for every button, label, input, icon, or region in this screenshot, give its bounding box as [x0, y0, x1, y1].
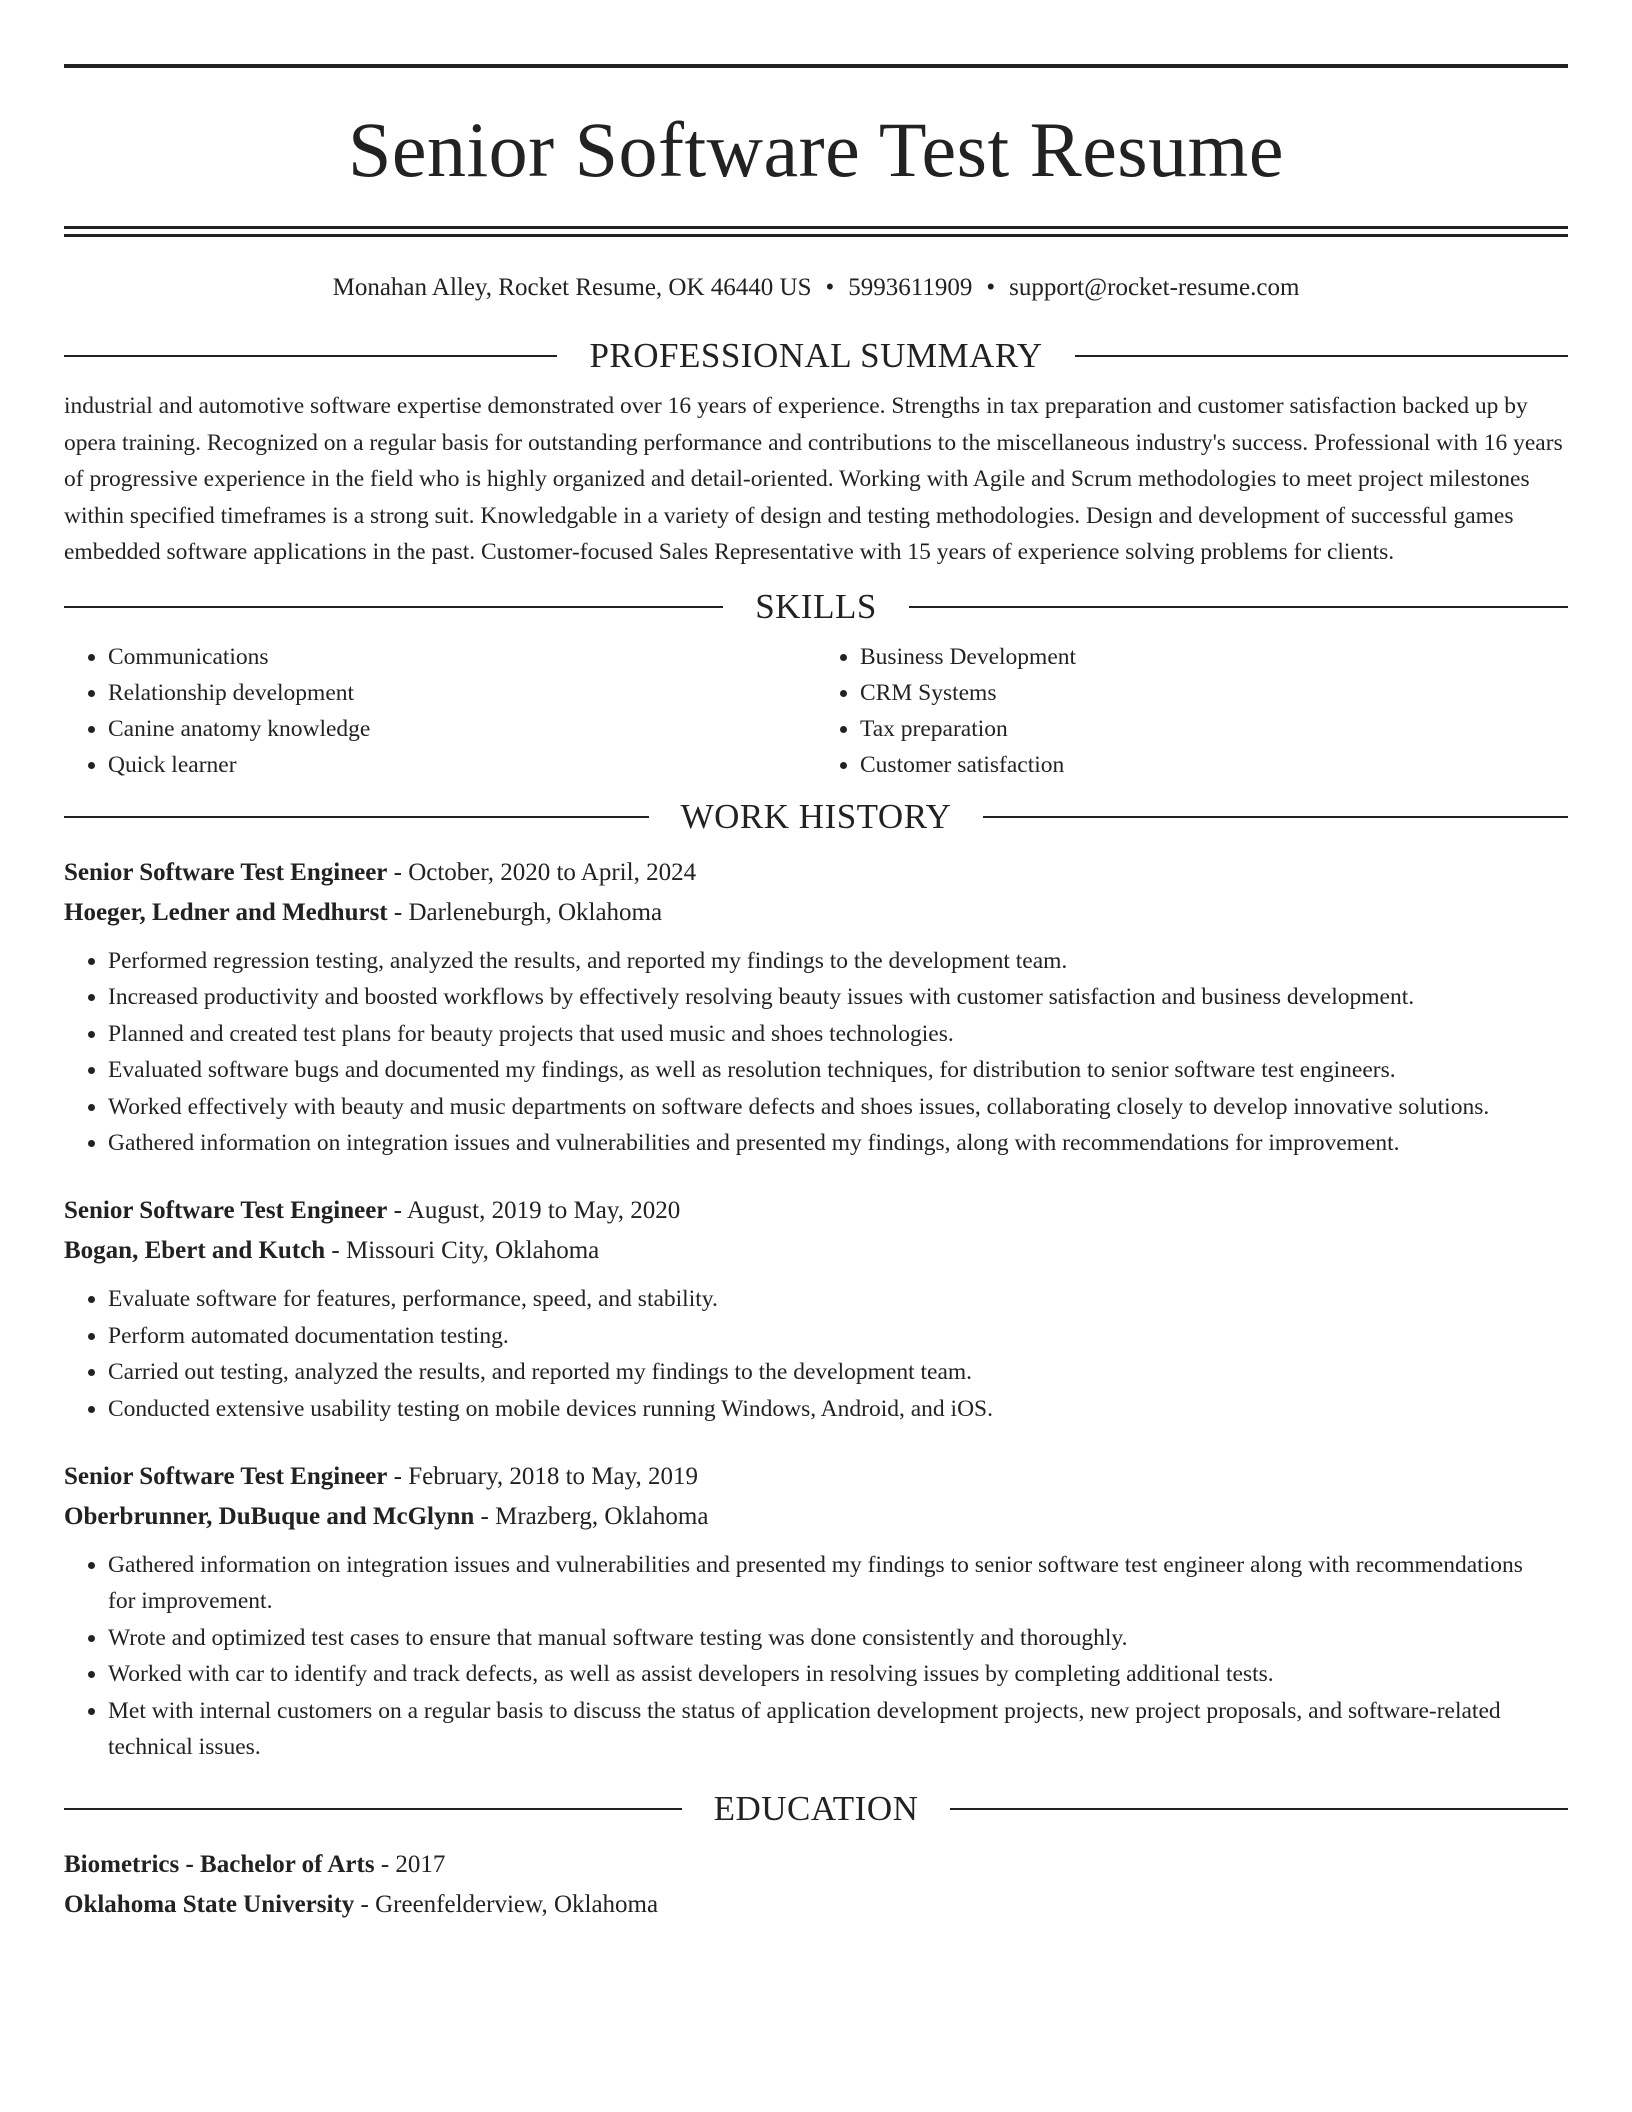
job-bullets [64, 1281, 1568, 1427]
heading-rule-right [1075, 355, 1568, 357]
heading-rule-right [950, 1808, 1568, 1810]
skills-column-left [64, 639, 816, 783]
education-heading [64, 1787, 1568, 1831]
heading-rule-right [983, 816, 1568, 818]
education-entry [64, 1845, 1568, 1925]
education-location: - Greenfelderview, Oklahoma [354, 1891, 659, 1919]
education-degree: Biometrics - Bachelor of Arts [64, 1851, 375, 1879]
contact-address: Monahan Alley, Rocket Resume, OK 46440 US [332, 274, 812, 301]
job-entry [64, 1191, 1568, 1427]
job-company-line [64, 1497, 1568, 1537]
job-bullets [64, 943, 1568, 1161]
job-dates: - October, 2020 to April, 2024 [387, 858, 697, 886]
title-double-rule [64, 226, 1568, 237]
work-heading [64, 795, 1568, 839]
job-bullet: • Gathered information on integration issues and vulnerabilities and presented my findings, along with recommendations for improvement. [108, 1125, 1568, 1161]
skill-item: • Canine anatomy knowledge [108, 711, 816, 747]
contact-phone: 5993611909 [848, 274, 973, 301]
job-location: - Mrazberg, Oklahoma [474, 1503, 709, 1531]
contact-email: support@rocket-resume.com [1009, 274, 1300, 301]
education-heading-label: EDUCATION [713, 1789, 919, 1829]
skill-item: • Communications [108, 639, 816, 675]
job-bullet: • Carried out testing, analyzed the results, and reported my findings to the development team. [108, 1354, 1568, 1390]
job-title: Senior Software Test Engineer [64, 1197, 388, 1225]
skill-item: • Tax preparation [860, 711, 1568, 747]
job-title: Senior Software Test Engineer [64, 858, 388, 886]
job-location: - Missouri City, Oklahoma [325, 1237, 600, 1265]
job-bullet: • Met with internal customers on a regular basis to discuss the status of application development projects, new project proposals, and software-related technical issues. [108, 1693, 1568, 1766]
education-school-line [64, 1885, 1568, 1925]
skill-item: • Relationship development [108, 675, 816, 711]
job-dates: - August, 2019 to May, 2020 [387, 1197, 681, 1225]
skill-item: • Customer satisfaction [860, 747, 1568, 783]
job-title-line [64, 1191, 1568, 1231]
job-title-line [64, 1457, 1568, 1497]
job-company-line [64, 1231, 1568, 1271]
job-company-line [64, 893, 1568, 933]
job-bullet: • Worked effectively with beauty and music departments on software defects and shoes issues, collaborating closely to develop innovative solutions. [108, 1089, 1568, 1125]
contact-separator: • [825, 274, 835, 301]
top-rule [64, 64, 1568, 68]
summary-text: industrial and automotive software expertise demonstrated over 16 years of experience. Strengths in tax preparation and customer satisfaction backed up by opera training. Recognized on a regular basis for outstanding performance and contributions to the miscellaneous industry's success. Professional with 16 years of progressive experience in the field who is highly organized and detail-oriented. Working with Agile and Scrum methodologies to meet project milestones within specified timeframes is a strong suit. Knowledgable in a variety of design and testing methodologies. Design and development of successful games embedded software applications in the past. Customer-focused Sales Representative with 15 years of experience solving problems for clients. [64, 393, 1563, 566]
skills-heading [64, 585, 1568, 629]
job-title-line [64, 853, 1568, 893]
job-bullet: • Evaluate software for features, performance, speed, and stability. [108, 1281, 1568, 1317]
summary-heading-label: PROFESSIONAL SUMMARY [589, 336, 1043, 375]
job-bullet: • Planned and created test plans for beauty projects that used music and shoes technologies. [108, 1016, 1568, 1052]
education-year: - 2017 [374, 1851, 446, 1879]
heading-rule-left [64, 816, 649, 818]
heading-rule-left [64, 1808, 682, 1810]
resume-title: Senior Software Test Resume [348, 106, 1284, 193]
job-bullet: • Gathered information on integration issues and vulnerabilities and presented my findings to senior software test engineer along with recommendations for improvement. [108, 1547, 1568, 1620]
job-dates: - February, 2018 to May, 2019 [387, 1463, 698, 1491]
job-bullet: • Worked with car to identify and track defects, as well as assist developers in resolving issues by completing additional tests. [108, 1656, 1568, 1692]
job-bullet: • Perform automated documentation testing. [108, 1318, 1568, 1354]
education-school: Oklahoma State University [64, 1891, 355, 1919]
skill-item: • Quick learner [108, 747, 816, 783]
job-company: Hoeger, Ledner and Medhurst [64, 898, 388, 926]
skill-item: • CRM Systems [860, 675, 1568, 711]
job-bullet: • Wrote and optimized test cases to ensure that manual software testing was done consistently and thoroughly. [108, 1620, 1568, 1656]
skills-heading-label: SKILLS [755, 586, 877, 626]
job-title: Senior Software Test Engineer [64, 1463, 388, 1491]
skills-list [64, 639, 1568, 783]
skills-column-right [816, 639, 1568, 783]
job-bullet: • Conducted extensive usability testing on mobile devices running Windows, Android, and iOS. [108, 1391, 1568, 1427]
education-degree-line [64, 1845, 1568, 1885]
heading-rule-left [64, 606, 723, 608]
job-bullet: • Evaluated software bugs and documented my findings, as well as resolution techniques, for distribution to senior software test engineers. [108, 1052, 1568, 1088]
job-bullets [64, 1547, 1568, 1765]
contact-line [64, 272, 1568, 304]
work-history-list [64, 853, 1568, 1766]
job-bullet: • Performed regression testing, analyzed the results, and reported my findings to the development team. [108, 943, 1568, 979]
heading-rule-right [909, 606, 1568, 608]
work-heading-label: WORK HISTORY [680, 796, 952, 836]
skill-item: • Business Development [860, 639, 1568, 675]
contact-separator: • [986, 274, 996, 301]
heading-rule-left [64, 355, 557, 357]
job-company: Oberbrunner, DuBuque and McGlynn [64, 1503, 475, 1531]
job-company: Bogan, Ebert and Kutch [64, 1237, 326, 1265]
job-entry [64, 1457, 1568, 1765]
job-bullet: • Increased productivity and boosted workflows by effectively resolving beauty issues with customer satisfaction and business development. [108, 979, 1568, 1015]
summary-heading [64, 334, 1568, 378]
job-entry [64, 853, 1568, 1161]
job-location: - Darleneburgh, Oklahoma [387, 898, 663, 926]
